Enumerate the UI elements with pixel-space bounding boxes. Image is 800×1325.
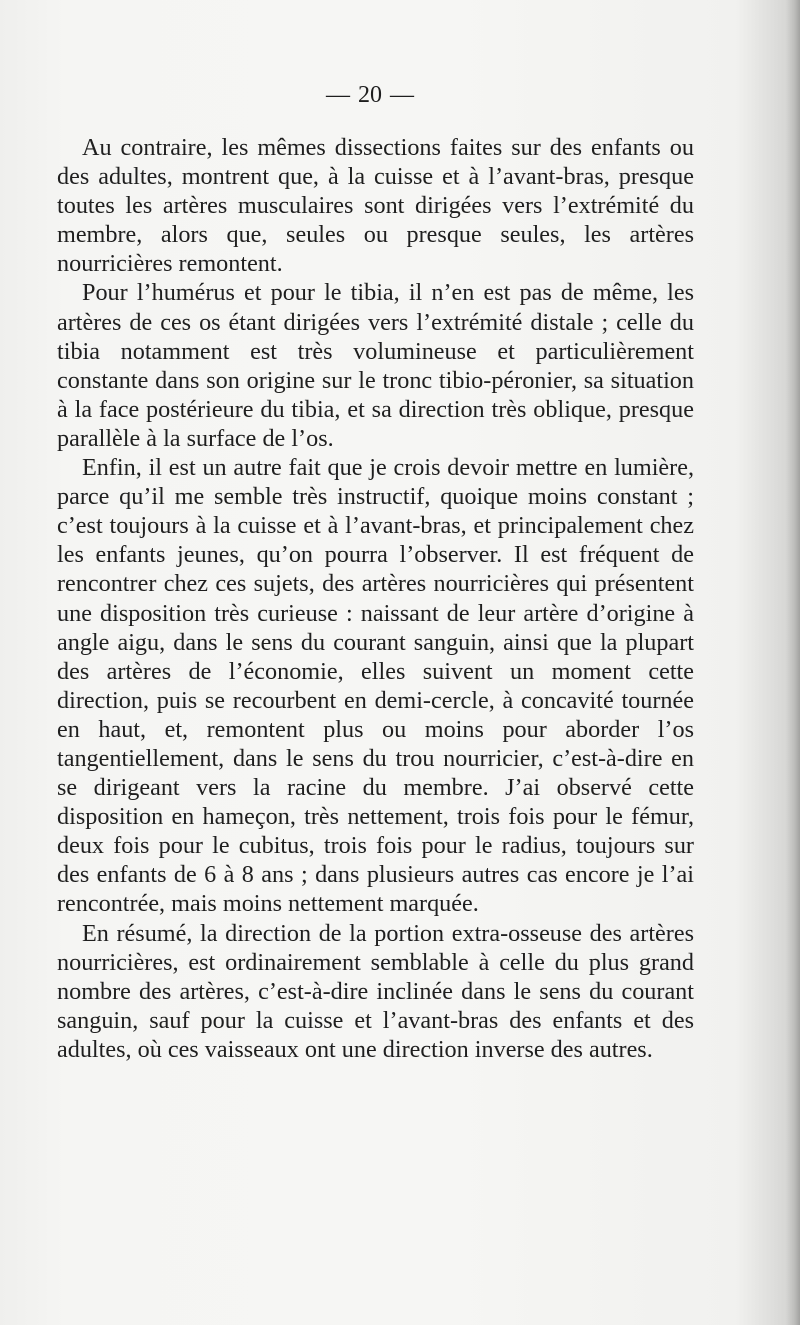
- paragraph-1: Au contraire, les mêmes dissections faites sur des enfants ou des adultes, montrent que, à la cuisse et à l’avant-bras, presque toutes les artères musculaires sont dirigées vers l’extrémité du membre, alors que, seules ou presque seules, les artères nourricières remontent.: [57, 134, 694, 278]
- paragraph-4: En résumé, la direction de la portion extra-osseuse des artères nourricières, est ordinairement semblable à celle du plus grand nombre des artères, c’est-à-dire inclinée dans le sens du courant sanguin, sauf pour la cuisse et l’avant-bras des enfants et des adultes, où ces vaisseaux ont une direction inverse des autres.: [57, 919, 694, 1063]
- page-number: 20: [358, 82, 382, 108]
- page-edge-shadow: [786, 0, 800, 1325]
- page-number-dash-left: —: [326, 82, 350, 108]
- page-number-dash-right: —: [390, 82, 414, 108]
- paragraph-3: Enfin, il est un autre fait que je crois devoir mettre en lumière, parce qu’il me semble très instructif, quoique moins constant ; c’est toujours à la cuisse et à l’avant-bras, et principalement chez les enfants jeunes, qu’on pourra l’observer. Il est fréquent de rencontrer chez ces sujets, des artères nourricières qui présentent une disposition très curieuse : naissant de leur artère d’origine à angle aigu, dans le sens du courant sanguin, ainsi que la plupart des artères de l’économie, elles suivent un moment cette direction, puis se recourbent en demi-cercle, à concavité tournée en haut, et, remontent plus ou moins pour aborder l’os tangentiellement, dans le sens du trou nourricier, c’est-à-dire en se dirigeant vers la racine du membre. J’ai observé cette disposition en hameçon, très nettement, trois fois pour le fémur, deux fois pour le cubitus, trois fois pour le radius, toujours sur des enfants de 6 à 8 ans ; dans plusieurs autres cas encore je l’ai rencontrée, mais moins nettement marquée.: [57, 454, 694, 918]
- body-text: [57, 133, 694, 1064]
- page-number-header: [0, 82, 740, 109]
- paragraph-2: Pour l’humérus et pour le tibia, il n’en est pas de même, les artères de ces os étant dirigées vers l’extrémité distale ; celle du tibia notamment est très volumineuse et particulièrement constante dans son origine sur le tronc tibio-péronier, sa situation à la face postérieure du tibia, et sa direction très oblique, presque parallèle à la surface de l’os.: [57, 279, 694, 452]
